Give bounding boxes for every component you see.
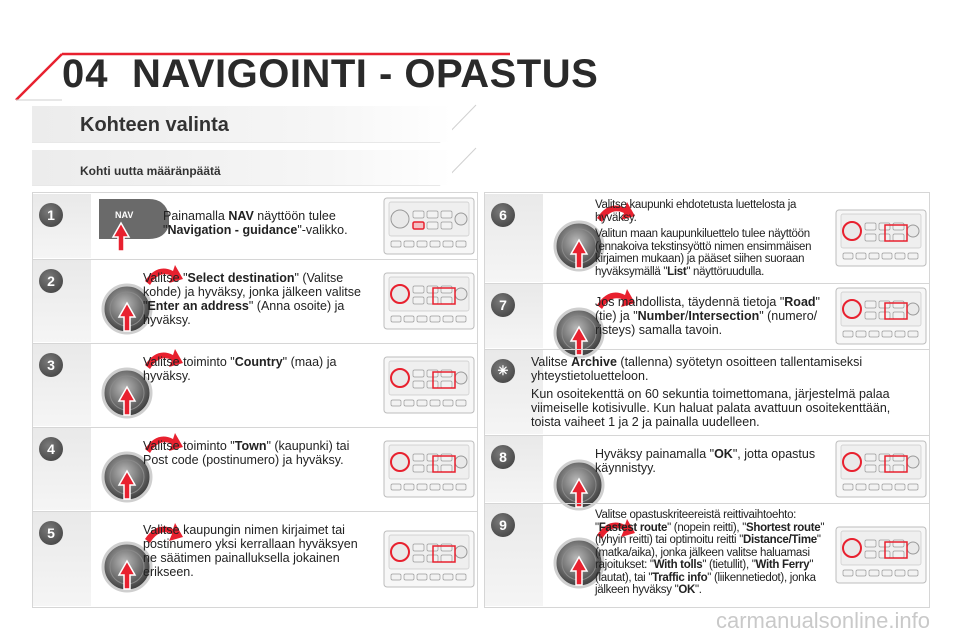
step-number-badge: 1 [39,203,63,227]
body-text: " (Anna osoite) ja hyväksy. [143,299,345,327]
emphasis-text: Select destination [187,271,295,285]
emphasis-text: Enter an address [147,299,249,313]
body-text: / [684,309,689,323]
body-text: Valitun maan kaupunkiluettelo tulee näyttöön (ennakoiva tekstinsyöttö nimen ensimmäisen kirjaimen mukaan) ja pääset siihen suoraan hyväksymällä " [595,228,812,278]
body-text: ", jotta opastus käynnistyy. [595,447,816,475]
step-text [143,355,375,383]
step-paragraph [531,387,919,429]
step-number-badge: 4 [39,437,63,461]
step-text [143,271,375,327]
radio-unit-icon [835,287,927,350]
body-text: Valitse opastuskriteereistä reittivaihtoehto: " [595,509,797,534]
step-text [595,447,827,475]
emphasis-text: Number [637,309,685,323]
emphasis-text: OK [678,584,696,596]
step-text [595,199,827,282]
radio-unit-icon [835,526,927,589]
row-divider [33,511,477,512]
left-steps-panel [32,192,478,608]
body-text: " (kaupunki) tai Post code (postinumero) ja hyväksy. [143,439,350,467]
step-row [33,259,477,343]
chapter-number: 04 [62,52,109,96]
step-text [595,295,827,337]
body-text: " näyttöruudulla. [686,265,764,278]
emphasis-text: Intersection [688,309,760,323]
emphasis-text: OK [714,447,733,461]
section-subtitle: Kohti uutta määränpäätä [80,164,221,178]
step-number-badge: 7 [491,293,515,317]
body-text: Hyväksy painamalla " [595,447,715,461]
emphasis-text: Fastest route [598,521,668,534]
step-row [33,193,477,259]
emphasis-text: List [667,265,687,278]
body-text: " (Valitse kohde) ja hyväksy, jonka jälkeen valitse " [143,271,361,313]
body-text: " (numero/ risteys) samalla tavoin. [595,309,818,337]
body-text: " (lyhyin reitti) tai optimoitu reitti " [595,521,825,546]
step-row [33,343,477,427]
body-text: (tallenna) syötetyn osoitteen tallentamiseksi yhteystietoluetteloon. [531,355,863,383]
step-row [485,435,929,503]
step-number-badge: 5 [39,521,63,545]
body-text: Valitse kaupungin nimen kirjaimet tai postinumero yksi kerrallaan hyväksyen ne säätimen painalluksella jokainen erikseen. [143,523,358,579]
radio-unit-icon [383,530,475,593]
emphasis-text: Shortest route [745,521,821,534]
body-text: " (tie) ja " [595,295,820,323]
body-text: " (nopein reitti), " [667,521,746,534]
body-text: Kun osoitekenttä on 60 sekuntia toimettomana, järjestelmä palaa viimeiselle kotisivulle. Kun haluat palata avattuun osoitekenttään, toista vaiheet 1 ja 2 ja painalla uudelleen. [531,387,891,429]
body-text: Valitse kaupunki ehdotetusta luettelosta ja hyväksy. [595,199,797,224]
tip-icon: ✳ [491,359,515,383]
step-paragraph [595,228,827,278]
chapter-title: NAVIGOINTI - OPASTUS [132,52,599,96]
emphasis-text: With tolls [653,559,703,571]
body-text: Valitse [531,355,572,369]
watermark: carmanualsonline.info [715,608,930,633]
step-text [531,355,919,433]
emphasis-text: Country [234,355,283,369]
body-text: Painamalla [163,209,229,223]
emphasis-text: Navigation - guidance [167,223,298,237]
body-text: " (lautat), tai " [595,559,814,584]
radio-unit-icon [835,209,927,272]
step-text [143,439,375,467]
step-number-badge: 3 [39,353,63,377]
body-text: ". [695,584,702,596]
body-text: Valitse toiminto " [143,355,235,369]
body-text: Valitse toiminto " [143,439,235,453]
body-text: näyttöön tulee " [163,209,336,237]
body-text: " (liikennetiedot), jonka jälkeen hyväksy " [595,571,816,596]
body-text: Valitse " [143,271,188,285]
nav-button-label: NAV [115,210,134,220]
step-row [485,193,929,283]
body-text: Jos mahdollista, täydennä tietoja " [595,295,785,309]
step-row [485,283,929,349]
body-text: " (tietullit), " [702,559,756,571]
step-text [143,523,375,579]
row-divider [485,503,929,504]
step-paragraph [595,199,827,224]
radio-unit-icon [383,356,475,419]
right-steps-panel [484,192,930,608]
body-text: " (maa) ja hyväksy. [143,355,337,383]
step-tab [485,284,543,348]
step-row [33,511,477,607]
step-tab [33,194,91,258]
body-text: " (matka/aika), jonka jälkeen valitse haluamasi rajoitukset: " [595,534,821,571]
emphasis-text: NAV [228,209,254,223]
radio-unit-icon [835,440,927,503]
step-row [33,427,477,511]
row-divider [485,349,929,350]
emphasis-text: Town [234,439,267,453]
step-number-badge: 6 [491,203,515,227]
radio-unit-icon [383,197,475,260]
step-paragraph [531,355,919,383]
body-text: "-valikko. [297,223,348,237]
emphasis-text: Archive [571,355,617,369]
step-row [485,349,929,435]
emphasis-text: With Ferry [755,559,810,571]
radio-unit-icon [383,440,475,503]
step-number-badge: 2 [39,269,63,293]
emphasis-text: Road [784,295,816,309]
step-number-badge: 9 [491,513,515,537]
section-title: Kohteen valinta [80,114,229,136]
step-text [595,509,827,597]
emphasis-text: Distance/Time [742,534,817,546]
step-number-badge: 8 [491,445,515,469]
radio-unit-icon [383,272,475,335]
step-text [163,209,373,237]
step-tab [485,436,543,502]
step-row [485,503,929,607]
emphasis-text: Traffic info [652,571,708,584]
